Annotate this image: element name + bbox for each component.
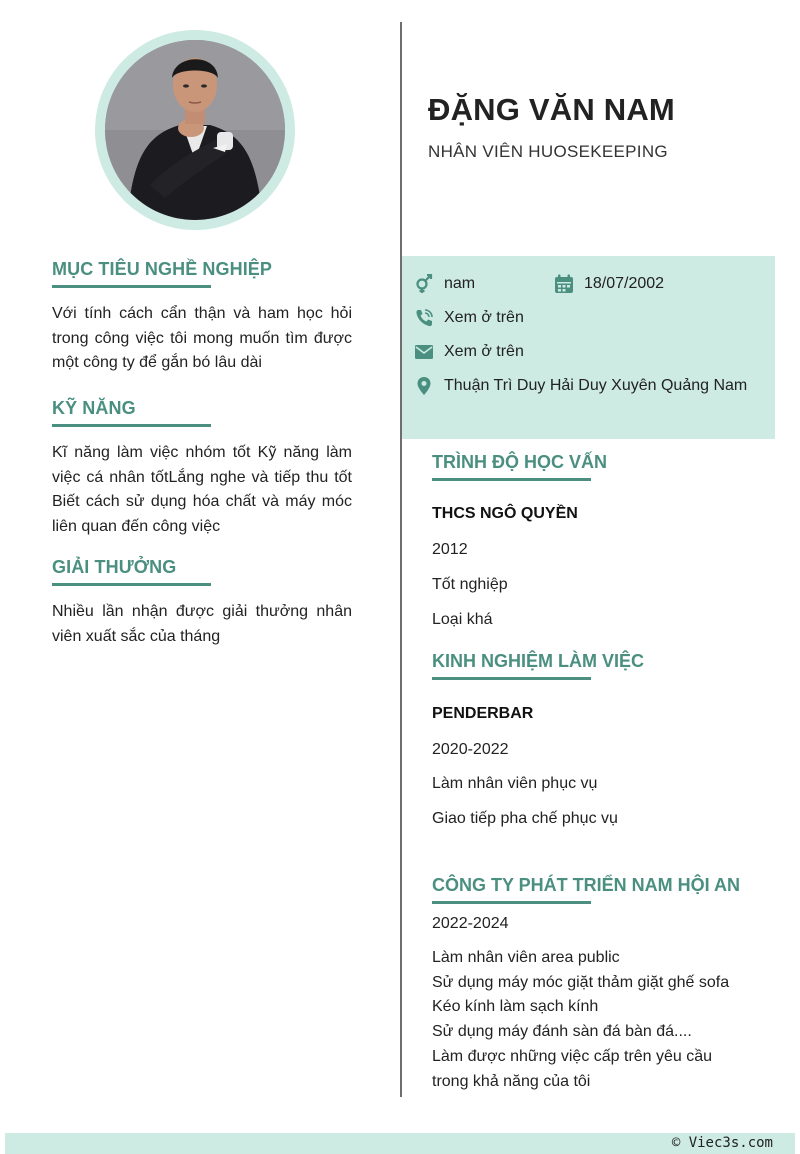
- job2-duty: trong khả năng của tôi: [432, 1072, 591, 1090]
- avatar: [105, 40, 285, 220]
- job1-company: PENDERBAR: [432, 705, 534, 722]
- objective-text: Với tính cách cẩn thận và ham học hỏi trong công việc tôi mong muốn tìm được một công ty để gắn bó lâu dài: [52, 305, 352, 372]
- job2-company: CÔNG TY PHÁT TRIỂN NAM HỘI AN: [432, 875, 741, 895]
- skills-text: Kĩ năng làm việc nhóm tốt Kỹ năng làm việc cá nhân tốtLắng nghe và tiếp thu tốt Biết cách sử dụng hóa chất và máy móc liên quan đến công việc: [52, 444, 352, 536]
- education-status: Tốt nghiệp: [432, 576, 508, 593]
- school-name: THCS NGÔ QUYỀN: [432, 505, 578, 522]
- contact-panel: [402, 256, 775, 439]
- contact-phone: [414, 308, 524, 330]
- education-grade: Loại khá: [432, 611, 493, 628]
- awards-section: [52, 557, 352, 649]
- objective-title: MỤC TIÊU NGHỀ NGHIỆP: [52, 259, 273, 279]
- footer-copyright: © Viec3s.com: [671, 1135, 773, 1151]
- job1-period: 2020-2022: [432, 741, 509, 758]
- job2-duty: Kéo kính làm sạch kính: [432, 998, 599, 1016]
- gender-icon: [414, 274, 434, 294]
- avatar-photo: [105, 40, 285, 220]
- job2-underline: [432, 901, 591, 904]
- contact-address: [414, 376, 754, 398]
- education-year: 2012: [432, 541, 468, 558]
- job2-duty: Sử dụng máy đánh sàn đá bàn đá....: [432, 1023, 692, 1041]
- location-icon: [414, 376, 434, 396]
- email-icon: [414, 342, 434, 362]
- contact-email: [414, 342, 524, 364]
- experience-title: KINH NGHIỆM LÀM VIỆC: [432, 651, 645, 671]
- awards-text: Nhiều lần nhận được giải thưởng nhân viên xuất sắc của tháng: [52, 603, 352, 645]
- job2-duty: Làm được những việc cấp trên yêu cầu: [432, 1047, 713, 1065]
- address-value: Thuận Trì Duy Hải Duy Xuyên Quảng Nam: [444, 377, 748, 394]
- contact-birthday: [554, 274, 664, 296]
- skills-underline: [52, 424, 211, 427]
- education-underline: [432, 478, 591, 481]
- job2-section: [432, 875, 772, 904]
- job2-duty: Làm nhân viên area public: [432, 949, 620, 966]
- calendar-icon: [554, 274, 574, 294]
- education-section: [432, 452, 772, 481]
- candidate-name: ĐẶNG VĂN NAM: [428, 92, 675, 127]
- footer-bar: [5, 1133, 795, 1154]
- objective-underline: [52, 285, 211, 288]
- skills-section: [52, 398, 352, 540]
- experience-section: [432, 651, 772, 680]
- email-value: Xem ở trên: [444, 343, 524, 360]
- phone-icon: [414, 308, 434, 328]
- job2-period: 2022-2024: [432, 915, 509, 932]
- contact-gender: [414, 274, 475, 296]
- job2-duties: [432, 946, 772, 1094]
- job1-role: Làm nhân viên phục vụ: [432, 775, 598, 792]
- job1-detail: Giao tiếp pha chế phục vụ: [432, 810, 618, 827]
- job-title: NHÂN VIÊN HUOSEKEEPING: [428, 142, 668, 161]
- awards-title: GIẢI THƯỞNG: [52, 557, 177, 577]
- experience-underline: [432, 677, 591, 680]
- phone-value: Xem ở trên: [444, 309, 524, 326]
- column-divider: [400, 22, 402, 1097]
- education-title: TRÌNH ĐỘ HỌC VẤN: [432, 452, 607, 472]
- birthday-value: 18/07/2002: [584, 275, 665, 292]
- job2-duty: Sử dụng máy móc giặt thảm giặt ghế sofa: [432, 973, 730, 991]
- skills-title: KỸ NĂNG: [52, 398, 136, 418]
- gender-value: nam: [444, 275, 476, 292]
- awards-underline: [52, 583, 211, 586]
- objective-section: [52, 259, 352, 376]
